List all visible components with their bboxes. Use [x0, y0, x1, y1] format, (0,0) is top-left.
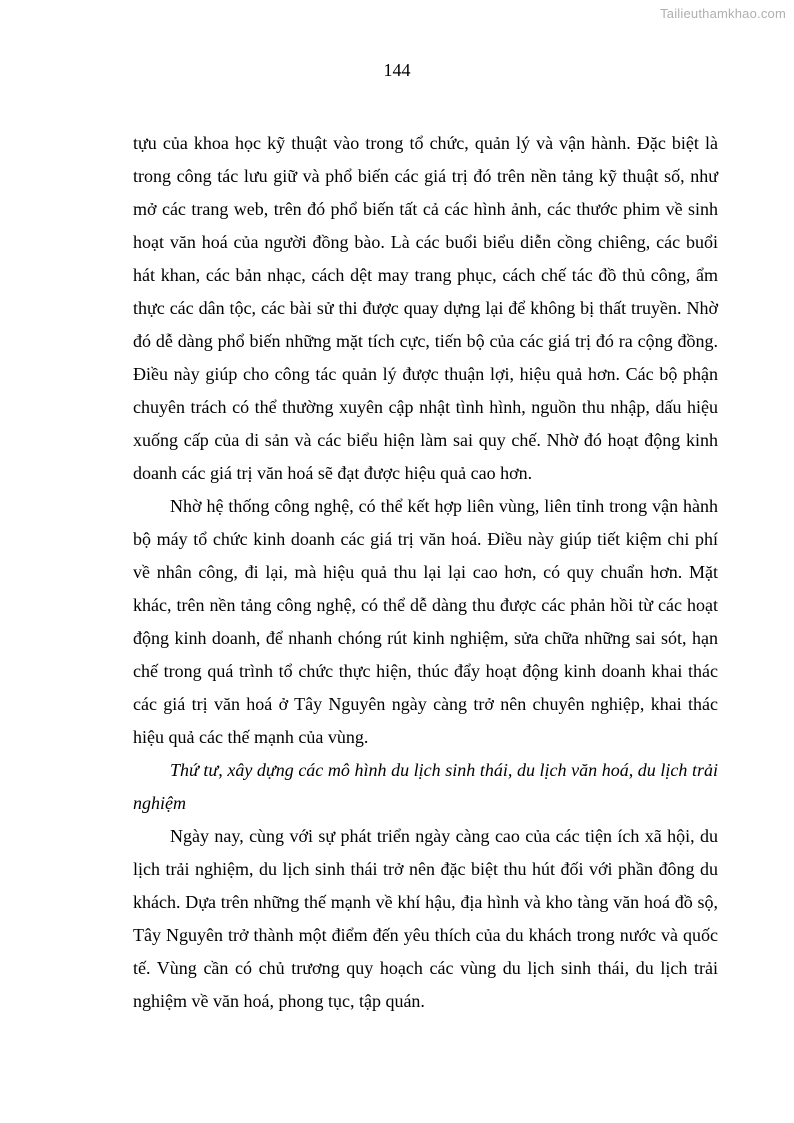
section-heading: Thứ tư, xây dựng các mô hình du lịch sinh thái, du lịch văn hoá, du lịch trải nghiệm: [133, 760, 718, 813]
paragraph-continuation: tựu của khoa học kỹ thuật vào trong tổ chức, quản lý và vận hành. Đặc biệt là trong công tác lưu giữ và phổ biến các giá trị đó trên nền tảng kỹ thuật số, như mở các trang web, trên đó phổ biến tất cả các hình ảnh, các thước phim về sinh hoạt văn hoá của người đồng bào. Là các buổi biểu diễn cồng chiêng, các buổi hát khan, các bản nhạc, cách dệt may trang phục, cách chế tác đồ thủ công, ẩm thực các dân tộc, các bài sử thi được quay dựng lại để không bị thất truyền. Nhờ đó dễ dàng phổ biến những mặt tích cực, tiến bộ của các giá trị đó ra cộng đồng. Điều này giúp cho công tác quản lý được thuận lợi, hiệu quả hơn. Các bộ phận chuyên trách có thể thường xuyên cập nhật tình hình, nguồn thu nhập, dấu hiệu xuống cấp của di sản và các biểu hiện làm sai quy chế. Nhờ đó hoạt động kinh doanh các giá trị văn hoá sẽ đạt được hiệu quả cao hơn.: [133, 133, 718, 483]
page-body: [133, 127, 718, 1018]
page-number: 144: [383, 60, 411, 80]
watermark: Tailieuthamkhao.com: [660, 6, 786, 21]
paragraph-technology: Nhờ hệ thống công nghệ, có thể kết hợp liên vùng, liên tỉnh trong vận hành bộ máy tổ chức kinh doanh các giá trị văn hoá. Điều này giúp tiết kiệm chi phí về nhân công, đi lại, mà hiệu quả thu lại lại cao hơn, có quy chuẩn hơn. Mặt khác, trên nền tảng công nghệ, có thể dễ dàng thu được các phản hồi từ các hoạt động kinh doanh, để nhanh chóng rút kinh nghiệm, sửa chữa những sai sót, hạn chế trong quá trình tổ chức thực hiện, thúc đẩy hoạt động kinh doanh khai thác các giá trị văn hoá ở Tây Nguyên ngày càng trở nên chuyên nghiệp, khai thác hiệu quả các thế mạnh của vùng.: [133, 496, 718, 747]
paragraph-tourism: Ngày nay, cùng với sự phát triển ngày càng cao của các tiện ích xã hội, du lịch trải nghiệm, du lịch sinh thái trở nên đặc biệt thu hút đối với phần đông du khách. Dựa trên những thế mạnh về khí hậu, địa hình và kho tàng văn hoá đồ sộ, Tây Nguyên trở thành một điểm đến yêu thích của du khách trong nước và quốc tế. Vùng cần có chủ trương quy hoạch các vùng du lịch sinh thái, du lịch trải nghiệm về văn hoá, phong tục, tập quán.: [133, 826, 718, 1011]
